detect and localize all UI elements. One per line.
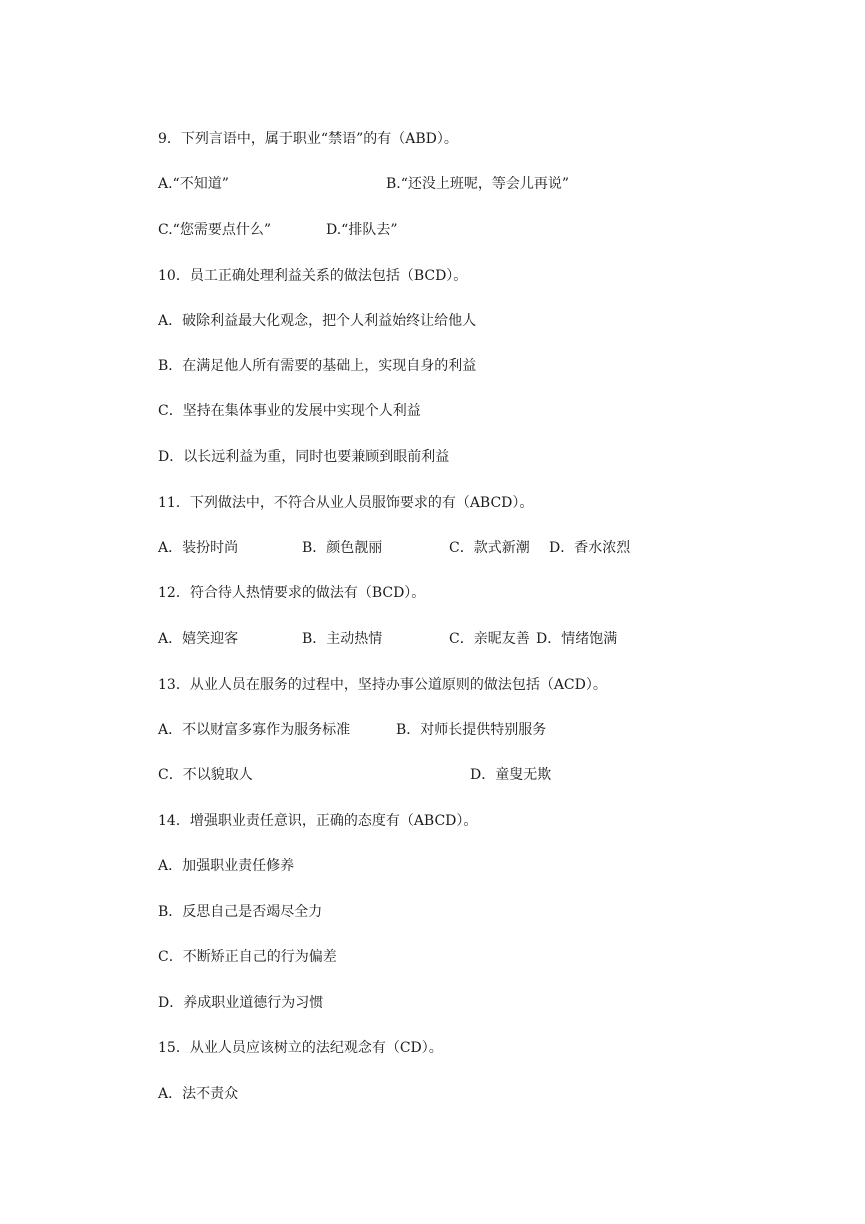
question-15-stem: 15．从业人员应该树立的法纪观念有（CD）。 (158, 1040, 443, 1056)
option-a: A．嬉笑迎客 (158, 631, 239, 647)
option-a: A．法不责众 (158, 1086, 239, 1102)
option-c: C．坚持在集体事业的发展中实现个人利益 (158, 403, 421, 419)
option-c: C．不以貌取人 (158, 767, 253, 783)
option-a: A．装扮时尚 (158, 540, 239, 556)
option-a: A．加强职业责任修养 (158, 858, 295, 874)
option-b: B.“还没上班呢，等会儿再说” (386, 176, 570, 192)
option-b: B．对师长提供特别服务 (396, 722, 547, 738)
question-11-options (158, 537, 718, 559)
question-9-options-row-1 (158, 173, 718, 195)
question-12-options (158, 628, 718, 650)
option-c: C．款式新潮 (449, 540, 530, 556)
option-b: B．颜色靓丽 (302, 540, 383, 556)
option-b: B．主动热情 (302, 631, 383, 647)
question-11-stem: 11．下列做法中，不符合从业人员服饰要求的有（ABCD）。 (158, 495, 534, 511)
question-13-options-row-2 (158, 764, 718, 786)
option-a: A．不以财富多寡作为服务标准 (158, 722, 351, 738)
question-14-stem: 14．增强职业责任意识，正确的态度有（ABCD）。 (158, 813, 478, 829)
option-d: D．以长远利益为重，同时也要兼顾到眼前利益 (158, 449, 450, 465)
option-d: D．香水浓烈 (549, 540, 631, 556)
option-d: D.“排队去” (326, 222, 398, 238)
option-d: D．童叟无欺 (470, 767, 552, 783)
option-a: A．破除利益最大化观念，把个人利益始终让给他人 (158, 313, 477, 329)
question-13-options-row-1 (158, 719, 718, 741)
question-13-stem: 13．从业人员在服务的过程中，坚持办事公道原则的做法包括（ACD）。 (158, 677, 607, 693)
option-c: C．不断矫正自己的行为偏差 (158, 949, 337, 965)
question-10-stem: 10．员工正确处理利益关系的做法包括（BCD）。 (158, 268, 468, 284)
question-12-stem: 12．符合待人热情要求的做法有（BCD）。 (158, 585, 426, 601)
question-9-options-row-2 (158, 219, 718, 241)
question-9-stem: 9．下列言语中，属于职业“禁语”的有（ABD）。 (158, 131, 458, 147)
option-d: D．养成职业道德行为习惯 (158, 995, 324, 1011)
option-a: A.“不知道” (158, 176, 229, 192)
option-d: D．情绪饱满 (536, 631, 618, 647)
option-c: C.“您需要点什么” (158, 222, 271, 238)
option-b: B．在满足他人所有需要的基础上，实现自身的利益 (158, 358, 477, 374)
option-b: B．反思自己是否竭尽全力 (158, 904, 323, 920)
option-c: C．亲昵友善 (449, 631, 530, 647)
